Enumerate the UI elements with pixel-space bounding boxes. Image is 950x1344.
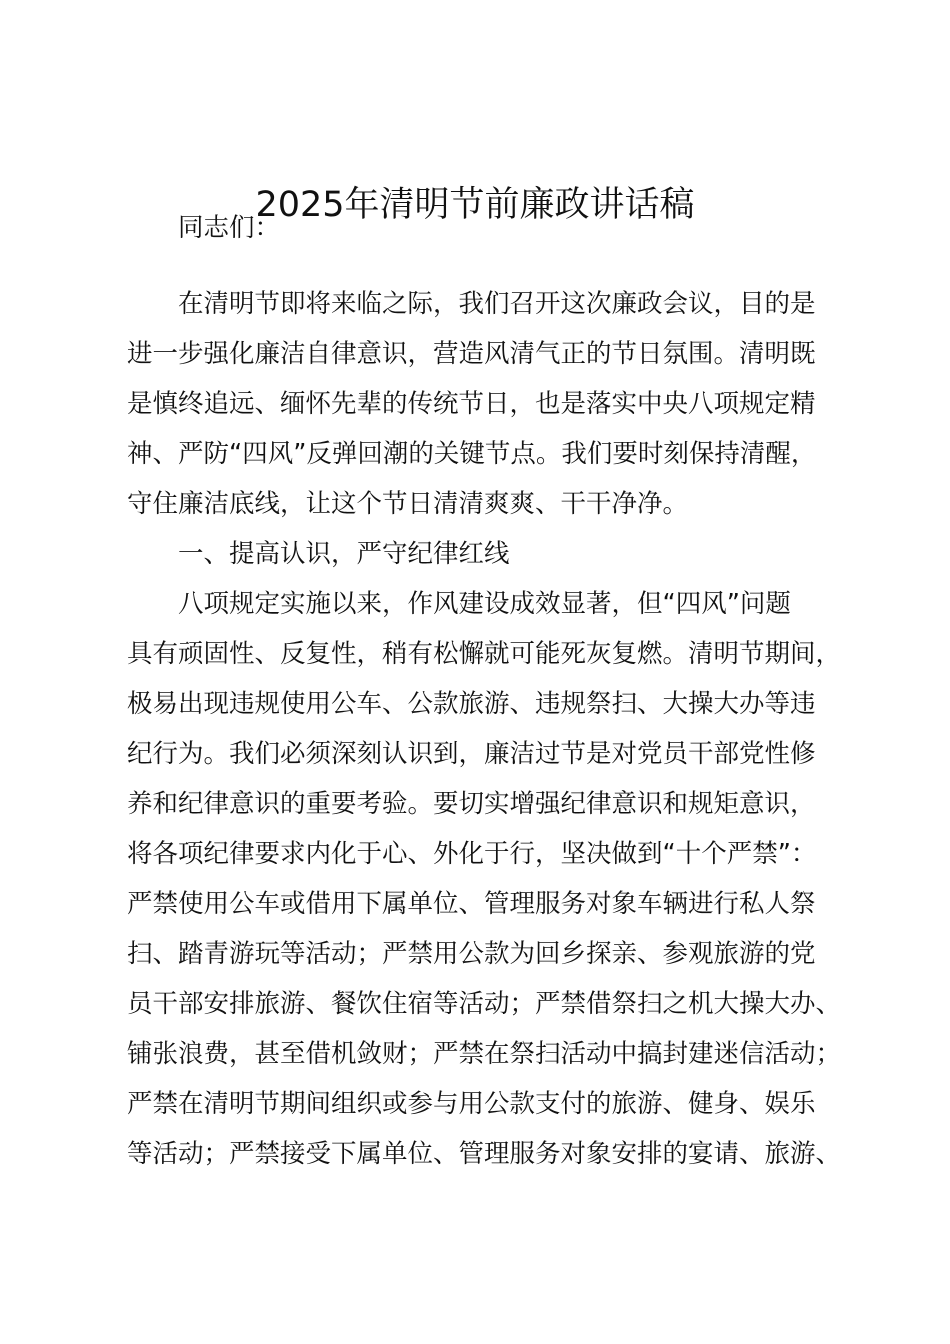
document-title: 2025年清明节前廉政讲话稿 — [255, 185, 695, 225]
paragraph-line: 养和纪律意识的重要考验。要切实增强纪律意识和规矩意识， — [127, 789, 816, 819]
paragraph-line: 在清明节即将来临之际，我们召开这次廉政会议，目的是 — [178, 289, 816, 319]
paragraph-line: 扫、踏青游玩等活动；严禁用公款为回乡探亲、参观旅游的党 — [127, 939, 816, 969]
paragraph-line: 守住廉洁底线，让这个节日清清爽爽、干干净净。 — [127, 489, 689, 519]
paragraph-line: 等活动；严禁接受下属单位、管理服务对象安排的宴请、旅游、 — [127, 1139, 842, 1169]
paragraph-line: 铺张浪费，甚至借机敛财；严禁在祭扫活动中搞封建迷信活动； — [127, 1039, 842, 1069]
paragraph-line: 纪行为。我们必须深刻认识到，廉洁过节是对党员干部党性修 — [127, 739, 816, 769]
paragraph-line: 神、严防“四风”反弹回潮的关键节点。我们要时刻保持清醒， — [127, 439, 817, 469]
paragraph-line: 严禁使用公车或借用下属单位、管理服务对象车辆进行私人祭 — [127, 889, 816, 919]
paragraph-line: 将各项纪律要求内化于心、外化于行，坚决做到“十个严禁”： — [127, 839, 817, 869]
paragraph-line: 具有顽固性、反复性，稍有松懈就可能死灰复燃。清明节期间， — [127, 639, 842, 669]
paragraph-line: 八项规定实施以来，作风建设成效显著，但“四风”问题 — [178, 589, 791, 619]
section-heading: 一、提高认识，严守纪律红线 — [178, 539, 510, 569]
paragraph-line: 极易出现违规使用公车、公款旅游、违规祭扫、大操大办等违 — [127, 689, 816, 719]
salutation: 同志们： — [178, 213, 281, 243]
paragraph-line: 进一步强化廉洁自律意识，营造风清气正的节日氛围。清明既 — [127, 339, 816, 369]
paragraph-line: 员干部安排旅游、餐饮住宿等活动；严禁借祭扫之机大操大办、 — [127, 989, 842, 1019]
paragraph-line: 是慎终追远、缅怀先辈的传统节日，也是落实中央八项规定精 — [127, 389, 816, 419]
paragraph-line: 严禁在清明节期间组织或参与用公款支付的旅游、健身、娱乐 — [127, 1089, 816, 1119]
